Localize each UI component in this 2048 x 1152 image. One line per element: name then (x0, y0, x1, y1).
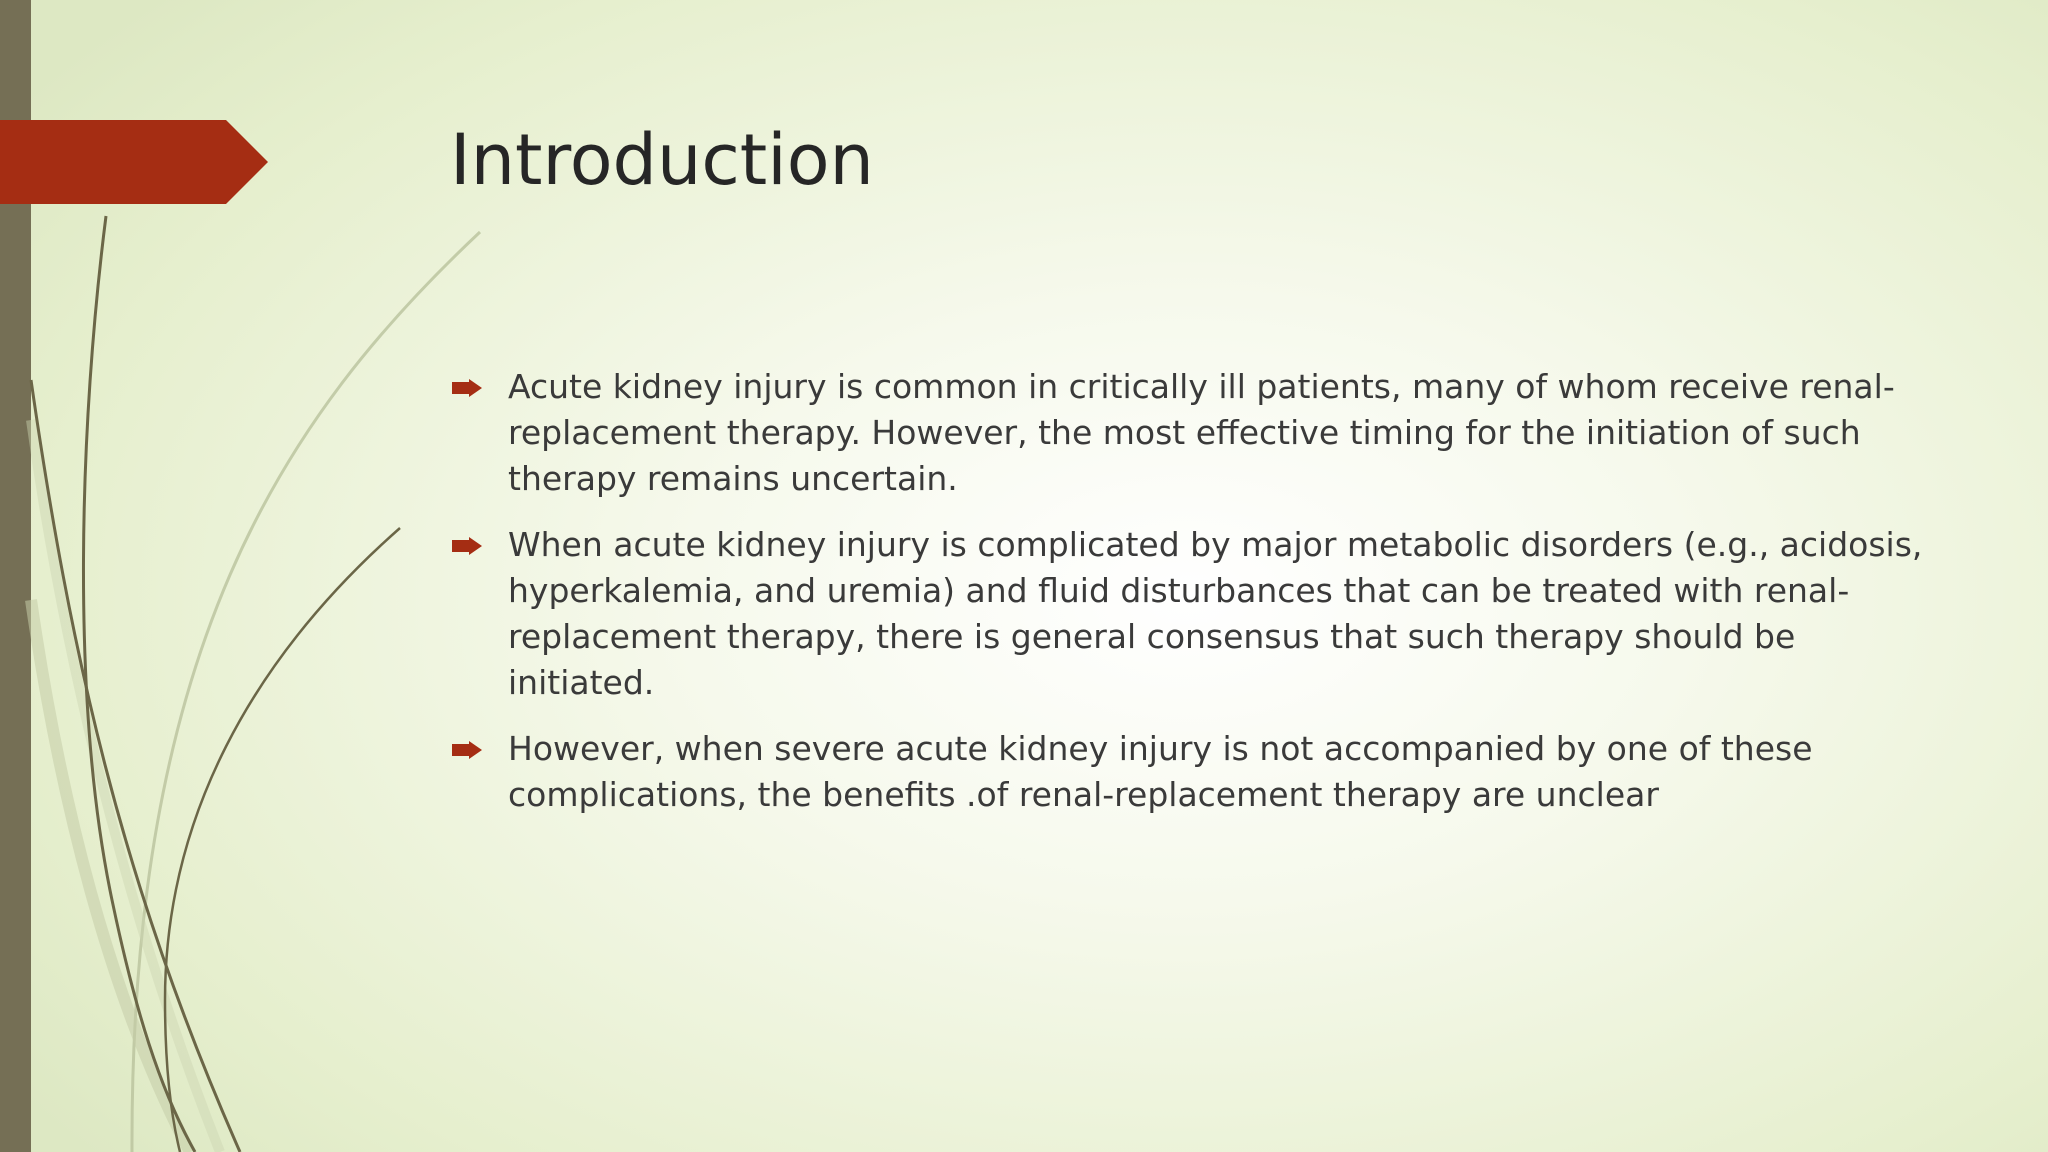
bullet-item-2 (450, 522, 1935, 706)
slide-title: Introduction (450, 119, 874, 201)
dark-curve-1 (83, 216, 195, 1152)
bullet-list (450, 364, 1935, 838)
bullet-text-3: However, when severe acute kidney injury is not accompanied by one of these complications, the benefits .of renal-replacement therapy are unclear (508, 729, 1813, 814)
arrow-bullet-icon (452, 379, 482, 397)
light-curve-2 (31, 600, 190, 1152)
arrow-bullet-icon (452, 741, 482, 759)
title-banner-arrow (0, 120, 268, 204)
bullet-item-1 (450, 364, 1935, 502)
arrow-bullet-icon (452, 537, 482, 555)
bullet-item-3 (450, 726, 1935, 818)
bullet-text-1: Acute kidney injury is common in critically ill patients, many of whom receive renal-replacement therapy. However, the most effective timing for the initiation of such therapy remains uncertain. (508, 367, 1895, 498)
bullet-text-2: When acute kidney injury is complicated by major metabolic disorders (e.g., acidosis, hyperkalemia, and uremia) and fluid disturbances that can be treated with renal-replacement therapy, there is general consensus that such therapy should be initiated. (508, 525, 1923, 702)
